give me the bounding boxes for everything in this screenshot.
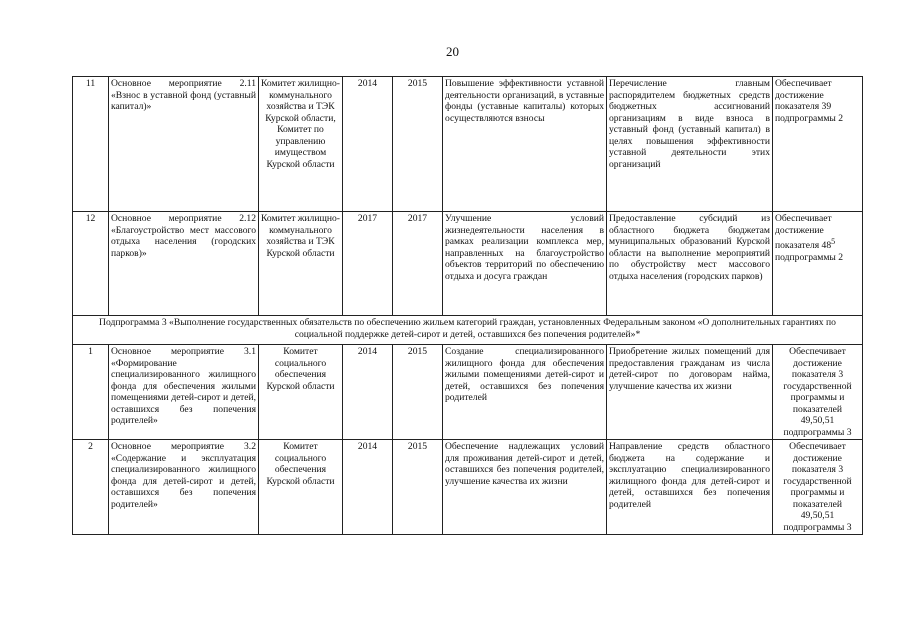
row-number: 12: [73, 212, 109, 316]
footnote-marker: 5: [831, 237, 836, 246]
executor: Комитет социального обеспечения Курской области: [259, 440, 343, 535]
expected-result: Улучшение условий жизнедеятельности населения в рамках реализации комплекса мер, направленных на благоустройство объектов территорий по обеспечению отдыха и досуга граждан: [443, 212, 607, 316]
activity-directions: Направление средств областного бюджета на содержание и эксплуатацию специализированного жилищного фонда для детей-сирот и детей, оставшихся без попечения родителей: [607, 440, 773, 535]
end-year: 2017: [393, 212, 443, 316]
row-number: 11: [73, 77, 109, 212]
indicator-link: [773, 212, 863, 316]
start-year: 2014: [343, 345, 393, 440]
indicator-link: Обеспечивает достижение показателя 39 подпрограммы 2: [773, 77, 863, 212]
expected-result: Создание специализированного жилищного фонда для обеспечения жилыми помещениями детей-сирот и детей, оставшихся без попечения родителей: [443, 345, 607, 440]
table-row: [73, 212, 863, 316]
start-year: 2014: [343, 77, 393, 212]
end-year: 2015: [393, 440, 443, 535]
indicator-link: Обеспечивает достижение показателя 3 государственной программы и показателей 49,50,51 подпрограммы 3: [773, 440, 863, 535]
activity-directions: Перечисление главным распорядителем бюджетных средств бюджетных ассигнований организациям в виде взноса в уставный фонд (уставный капитал) в целях повышения эффективности уставной деятельности этих организаций: [607, 77, 773, 212]
activity-directions: Предоставление субсидий из областного бюджета бюджетам муниципальных образований Курской области на выполнение мероприятий по обустройству мест массового отдыха населения (городских парков): [607, 212, 773, 316]
row-number: 1: [73, 345, 109, 440]
indicator-link-suffix: подпрограммы 2: [775, 251, 844, 263]
activity-name: Основное мероприятие 3.1 «Формирование специализированного жилищного фонда для обеспечения жилыми помещениями детей-сирот и детей, оставшихся без попечения родителей»: [109, 345, 259, 440]
activity-name: Основное мероприятие 2.12 «Благоустройство мест массового отдыха населения (городских парков)»: [109, 212, 259, 316]
page-number: 20: [446, 44, 459, 59]
executor: Комитет жилищно-коммунального хозяйства и ТЭК Курской области: [259, 212, 343, 316]
row-number: 2: [73, 440, 109, 535]
activity-directions: Приобретение жилых помещений для предоставления гражданам из числа детей-сирот по договорам найма, улучшение качества их жизни: [607, 345, 773, 440]
expected-result: Обеспечение надлежащих условий для проживания детей-сирот и детей, оставшихся без попечения родителей, улучшение качества их жизни: [443, 440, 607, 535]
executor: Комитет жилищно-коммунального хозяйства и ТЭК Курской области, Комитет по управлению имуществом Курской области: [259, 77, 343, 212]
expected-result: Повышение эффективности уставной деятельности организаций, в уставные фонды (уставные капиталы) которых осуществляются взносы: [443, 77, 607, 212]
subprogram-heading: Подпрограмма 3 «Выполнение государственных обязательств по обеспечению жильем категорий граждан, установленных Федеральным законом «О дополнительных гарантиях по социальной поддержке детей-сирот и детей, оставшихся без попечения родителей»*: [73, 316, 863, 345]
start-year: 2017: [343, 212, 393, 316]
executor: Комитет социального обеспечения Курской области: [259, 345, 343, 440]
end-year: 2015: [393, 77, 443, 212]
program-activities-table: [72, 76, 863, 535]
activity-name: Основное мероприятие 3.2 «Содержание и эксплуатация специализированного жилищного фонда для детей-сирот и детей, оставшихся без попечения родителей»: [109, 440, 259, 535]
indicator-link-text: Обеспечивает достижение показателя 48: [775, 213, 832, 252]
table-row: [73, 77, 863, 212]
indicator-link: Обеспечивает достижение показателя 3 государственной программы и показателей 49,50,51 подпрограммы 3: [773, 345, 863, 440]
end-year: 2015: [393, 345, 443, 440]
subprogram-heading-row: [73, 316, 863, 345]
table-row: [73, 440, 863, 535]
table-row: [73, 345, 863, 440]
start-year: 2014: [343, 440, 393, 535]
activity-name: Основное мероприятие 2.11 «Взнос в уставной фонд (уставный капитал)»: [109, 77, 259, 212]
